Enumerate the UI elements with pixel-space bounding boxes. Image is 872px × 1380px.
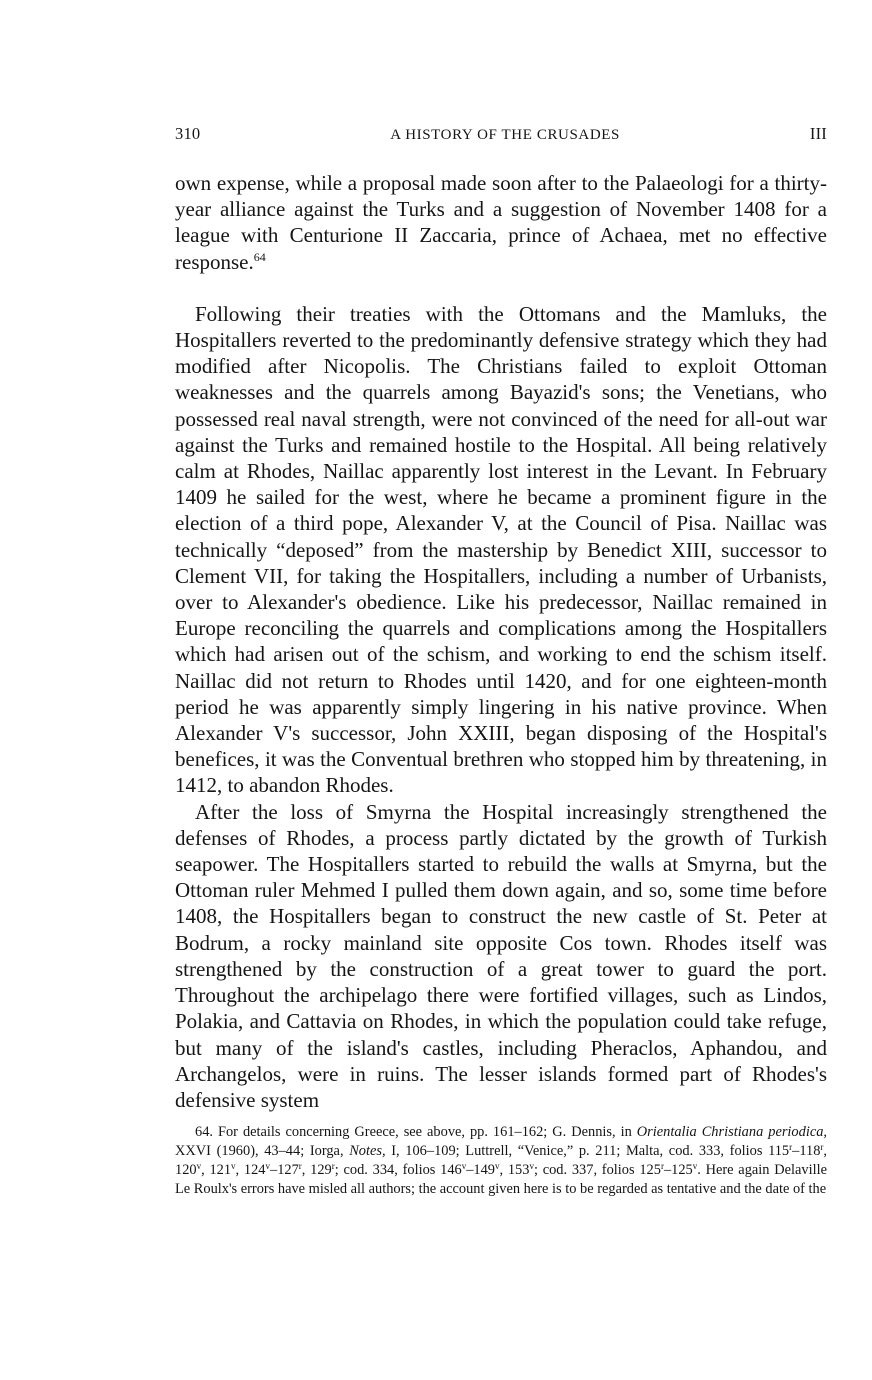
book-page [175, 124, 827, 1199]
footnote-text: . Here again Delaville Le Roulx's errors have misled all authors; the account given here is to be regarded as tentative and the date of the [175, 1162, 827, 1198]
footnote-text: , 129 [301, 1162, 332, 1179]
folio-side-mark: v [495, 1161, 500, 1172]
footnote-text: –118 [792, 1143, 821, 1160]
folio-side-mark: v [692, 1161, 698, 1172]
footnote-text: For details concerning Greece, see above, pp. 161–162; G. Dennis, in [217, 1124, 632, 1141]
folio-side-mark: v [461, 1161, 467, 1172]
paragraph-continued [175, 170, 827, 275]
footnote-text: –125 [663, 1162, 693, 1179]
folio-side-mark: r [789, 1142, 793, 1153]
volume-number: III [809, 124, 827, 143]
footnote-text: , 120 [175, 1143, 827, 1179]
footnote-label: 64. [195, 1124, 213, 1141]
running-title: A HISTORY OF THE CRUSADES [390, 127, 621, 143]
folio-side-mark: r [298, 1161, 302, 1172]
page-number: 310 [175, 124, 201, 143]
footnote-64 [175, 1123, 827, 1199]
footnote-italic-title: Notes, [349, 1143, 386, 1160]
folio-side-mark: r [820, 1142, 824, 1153]
main-text [175, 170, 827, 1113]
footnote-text: ; cod. 334, folios 146 [334, 1162, 462, 1179]
paragraph-text: own expense, while a proposal made soon after to the Palaeologi for a thirty-year alliance against the Turks and a suggestion of November 1408 for a league with Centurione II Zaccaria, prince of Achaea, met no effective response. [175, 171, 827, 274]
folio-side-mark: r [660, 1161, 664, 1172]
folio-side-mark: v [231, 1161, 236, 1172]
paragraph: After the loss of Smyrna the Hospital increasingly strengthened the defenses of Rhodes, a process partly dictated by the growth of Turkish seapower. The Hospitallers started to rebuild the walls at Smyrna, but the Ottoman ruler Mehmed I pulled them down again, and so, some time before 1408, the Hospitallers began to construct the new castle of St. Peter at Bodrum, a rocky mainland site opposite Cos town. Rhodes itself was strengthened by the construction of a great tower to guard the port. Throughout the archipelago there were fortified villages, such as Lindos, Polakia, and Cattavia on Rhodes, in which the population could take refuge, but many of the island's castles, including Pheraclos, Aphandou, and Archangelos, were in ruins. The lesser islands formed part of Rhodes's defensive system [175, 799, 827, 1112]
footnote-text: –127 [270, 1162, 299, 1179]
folio-side-mark: r [331, 1161, 335, 1172]
footnotes [175, 1123, 827, 1199]
footnote-text: I, 106–109; Luttrell, “Venice,” p. 211; Malta, cod. 333, folios 115 [391, 1143, 790, 1160]
paragraph: Following their treaties with the Ottomans and the Mamluks, the Hospitallers reverted to the predominantly defensive strategy which they had modified after Nicopolis. The Christians failed to exploit Ottoman weaknesses and the quarrels among Bayazid's sons; the Venetians, who possessed real naval strength, were not convinced of the need for all-out war against the Turks and remained hostile to the Hospital. All being relatively calm at Rhodes, Naillac apparently lost interest in the Levant. In February 1409 he sailed for the west, where he became a prominent figure in the election of a third pope, Alexander V, at the Council of Pisa. Naillac was technically “deposed” from the mastership by Benedict XIII, successor to Clement VII, for taking the Hospitallers, including a number of Urbanists, over to Alexander's obedience. Like his predecessor, Naillac remained in Europe reconciling the quarrels and complications among the Hospitallers which had arisen out of the schism, and working to end the schism itself. Naillac did not return to Rhodes until 1420, and for one eighteen-month period he was apparently simply lingering in his native province. When Alexander V's successor, John XXIII, began disposing of the Hospital's benefices, it was the Conventual brethren who stopped him by threatening, in 1412, to abandon Rhodes. [175, 301, 827, 798]
footnote-italic-title: Orientalia Christiana periodica, [636, 1124, 827, 1141]
folio-side-mark: v [529, 1161, 534, 1172]
folio-side-mark: v [265, 1161, 270, 1172]
footnote-reference: 64 [253, 249, 266, 264]
footnote-text: ; cod. 337, folios 125 [533, 1162, 661, 1179]
footnote-text: , 121 [201, 1162, 232, 1179]
footnote-text: –149 [466, 1162, 495, 1179]
folio-side-mark: v [196, 1161, 202, 1172]
footnote-text: , 124 [235, 1162, 266, 1179]
footnote-text: XXVI (1960), 43–44; Iorga, [175, 1143, 344, 1160]
running-head [175, 124, 827, 150]
footnote-text: , 153 [499, 1162, 530, 1179]
